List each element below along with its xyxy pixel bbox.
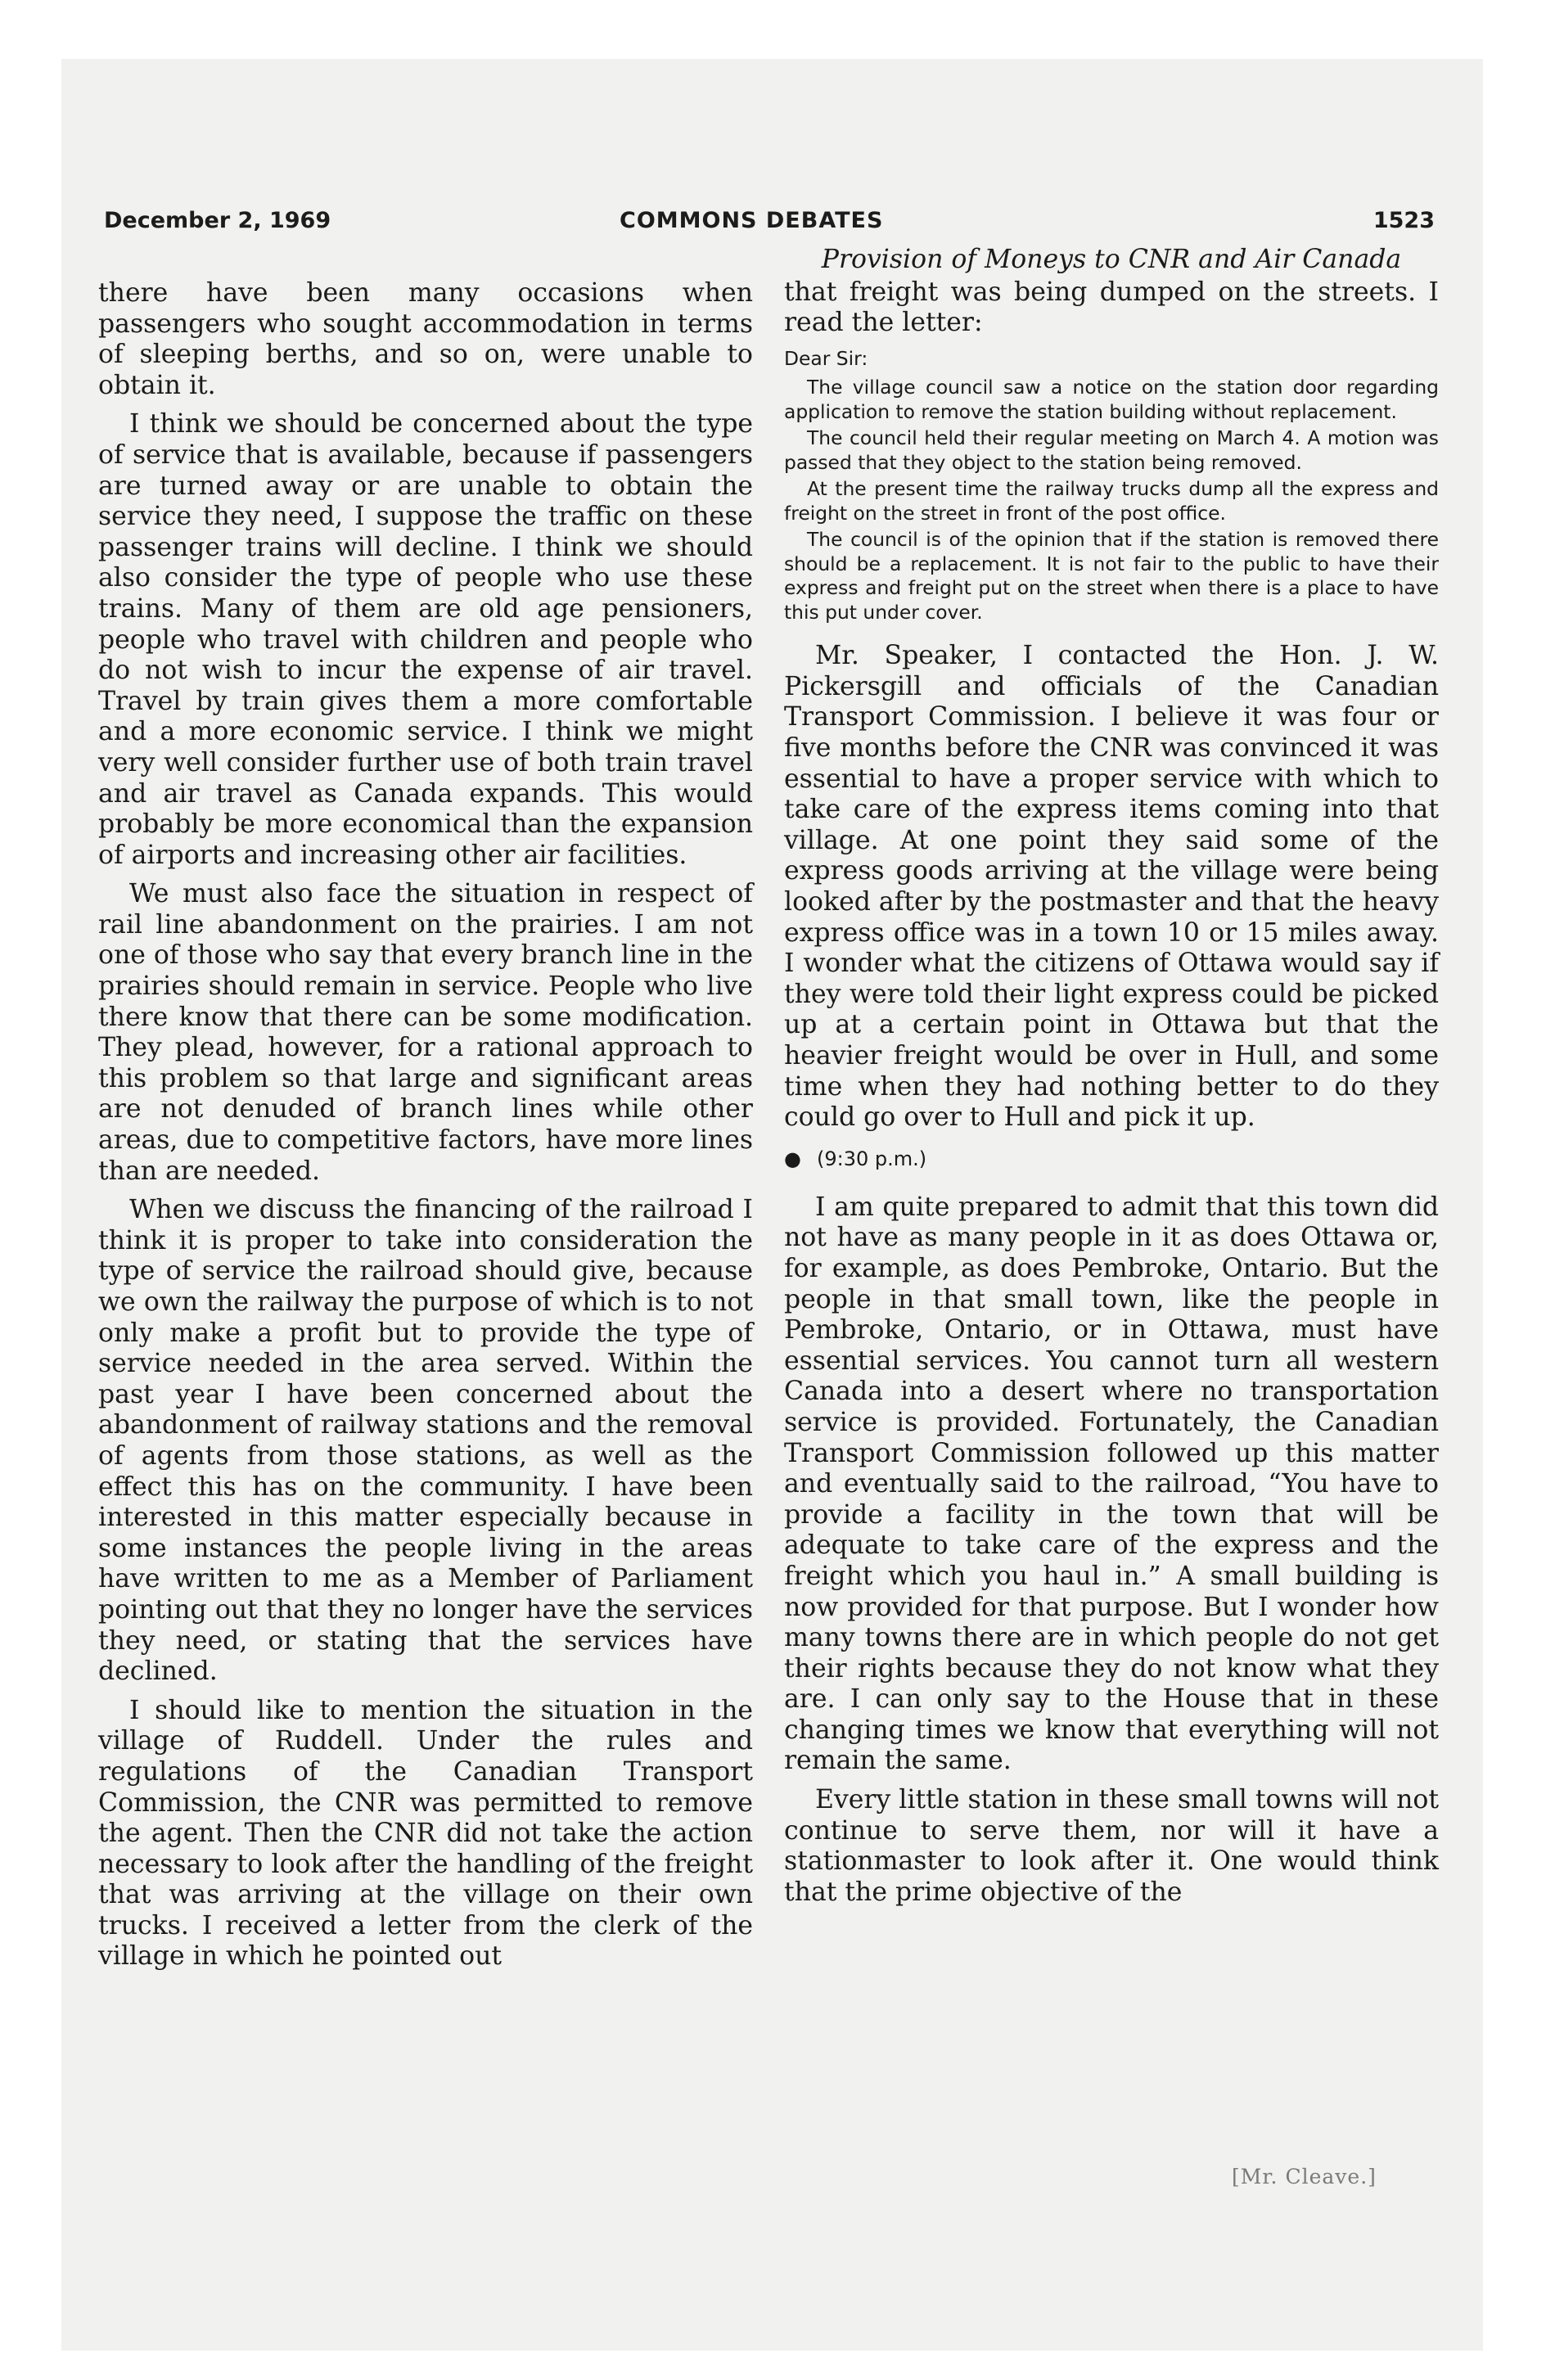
paragraph: I am quite prepared to admit that this town did not have as many people in it as does Ottawa or, for example, as does Pembroke, Ontario. But the people in that small town, like the people in Pembroke, Ontario, or in Ottawa, must have essential services. You cannot turn all western Canada into a desert where no transportation service is provided. Fortunately, the Canadian Transport Commission followed up this matter and eventually said to the railroad, “You have to provide a facility in the town that will be adequate to take care of the express and the freight which you haul in.” A small building is now provided for that purpose. But I wonder how many towns there are in which people do not get their rights because they do not know what they are. I can only say to the House that in these changing times we know that everything will not remain the same. [784, 1192, 1439, 1776]
paragraph: I think we should be concerned about the type of service that is available, because if passengers are turned away or are unable to obtain the service they need, I suppose the traffic on these passenger trains will decline. I think we should also consider the type of people who use these trains. Many of them are old age pensioners, people who travel with children and people who do not wish to incur the expense of air travel. Travel by train gives them a more comfortable and a more economic service. I think we might very well consider further use of both train travel and air travel as Canada expands. This would probably be more economical than the expansion of airports and increasing other air facilities. [98, 409, 753, 870]
letter-paragraph: The council is of the opinion that if the station is removed there should be a replacement. It is not fair to the public to have their express and freight put on the street when there is a place to have this put under cover. [784, 528, 1439, 624]
paragraph: Every little station in these small towns will not continue to serve them, nor will it have a stationmaster to look after it. One would think that the prime objective of the [784, 1785, 1440, 1907]
speaker-reference: [Mr. Cleave.] [1232, 2165, 1377, 2188]
letter-paragraph: The village council saw a notice on the station door regarding application to remove the station building without replacement. [784, 376, 1439, 423]
left-column [98, 278, 753, 1981]
letter-paragraph: At the present time the railway trucks dump all the express and freight on the street in front of the post office. [784, 477, 1439, 525]
header-page-number: 1523 [1372, 208, 1435, 233]
paragraph: We must also face the situation in respect of rail line abandonment on the prairies. I am not one of those who say that every branch line in the prairies should remain in service. People who live there know that there can be some modification. They plead, however, for a rational approach to this problem so that large and significant areas are not denuded of branch lines while other areas, due to competitive factors, have more lines than are needed. [98, 879, 753, 1186]
time-marker [784, 1143, 1439, 1174]
paragraph: Mr. Speaker, I contacted the Hon. J. W. Pickersgill and officials of the Canadian Transport Commission. I believe it was four or five months before the CNR was convinced it was essential to have a proper service with which to take care of the express items coming into that village. At one point they said some of the express goods arriving at the village were being looked after by the postmaster and that the heavy express office was in a town 10 or 15 miles away. I wonder what the citizens of Ottawa would say if they were told their light express could be picked up at a certain point in Ottawa but that the heavier freight would be over in Hull, and some time when they had nothing better to do they could go over to Hull and pick it up. [784, 641, 1439, 1133]
bullet-icon: ● [784, 1147, 801, 1170]
paragraph: I should like to mention the situation in the village of Ruddell. Under the rules and regulations of the Canadian Transport Commission, the CNR was permitted to remove the agent. Then the CNR did not take the action necessary to look after the handling of the freight that was arriving at the village on their own trucks. I received a letter from the clerk of the village in which he pointed out [98, 1695, 753, 1972]
header-date: December 2, 1969 [104, 208, 331, 233]
letter-paragraph: The council held their regular meeting on March 4. A motion was passed that they object to the station being removed. [784, 426, 1439, 474]
letter-salutation: Dear Sir: [784, 346, 868, 370]
subject-header: Provision of Moneys to CNR and Air Canada [821, 245, 1402, 274]
paragraph: that freight was being dumped on the streets. I read the letter: [784, 277, 1439, 338]
quoted-letter [784, 347, 1439, 625]
time-marker-text: (9:30 p.m.) [817, 1147, 927, 1170]
paragraph: there have been many occasions when passengers who sought accommodation in terms of sleeping berths, and so on, were unable to obtain it. [98, 278, 753, 400]
header-publication-title: COMMONS DEBATES [620, 208, 884, 233]
paragraph: When we discuss the financing of the railroad I think it is proper to take into consideration the type of service the railroad should give, because we own the railway the purpose of which is to not only make a profit but to provide the type of service needed in the area served. Within the past year I have been concerned about the abandonment of railway stations and the removal of agents from those stations, as well as the effect this has on the community. I have been interested in this matter especially because in some instances the people living in the areas have written to me as a Member of Parliament pointing out that they no longer have the services they need, or stating that the services have declined. [98, 1195, 753, 1687]
right-column [784, 245, 1439, 1916]
page-header [104, 208, 1435, 241]
